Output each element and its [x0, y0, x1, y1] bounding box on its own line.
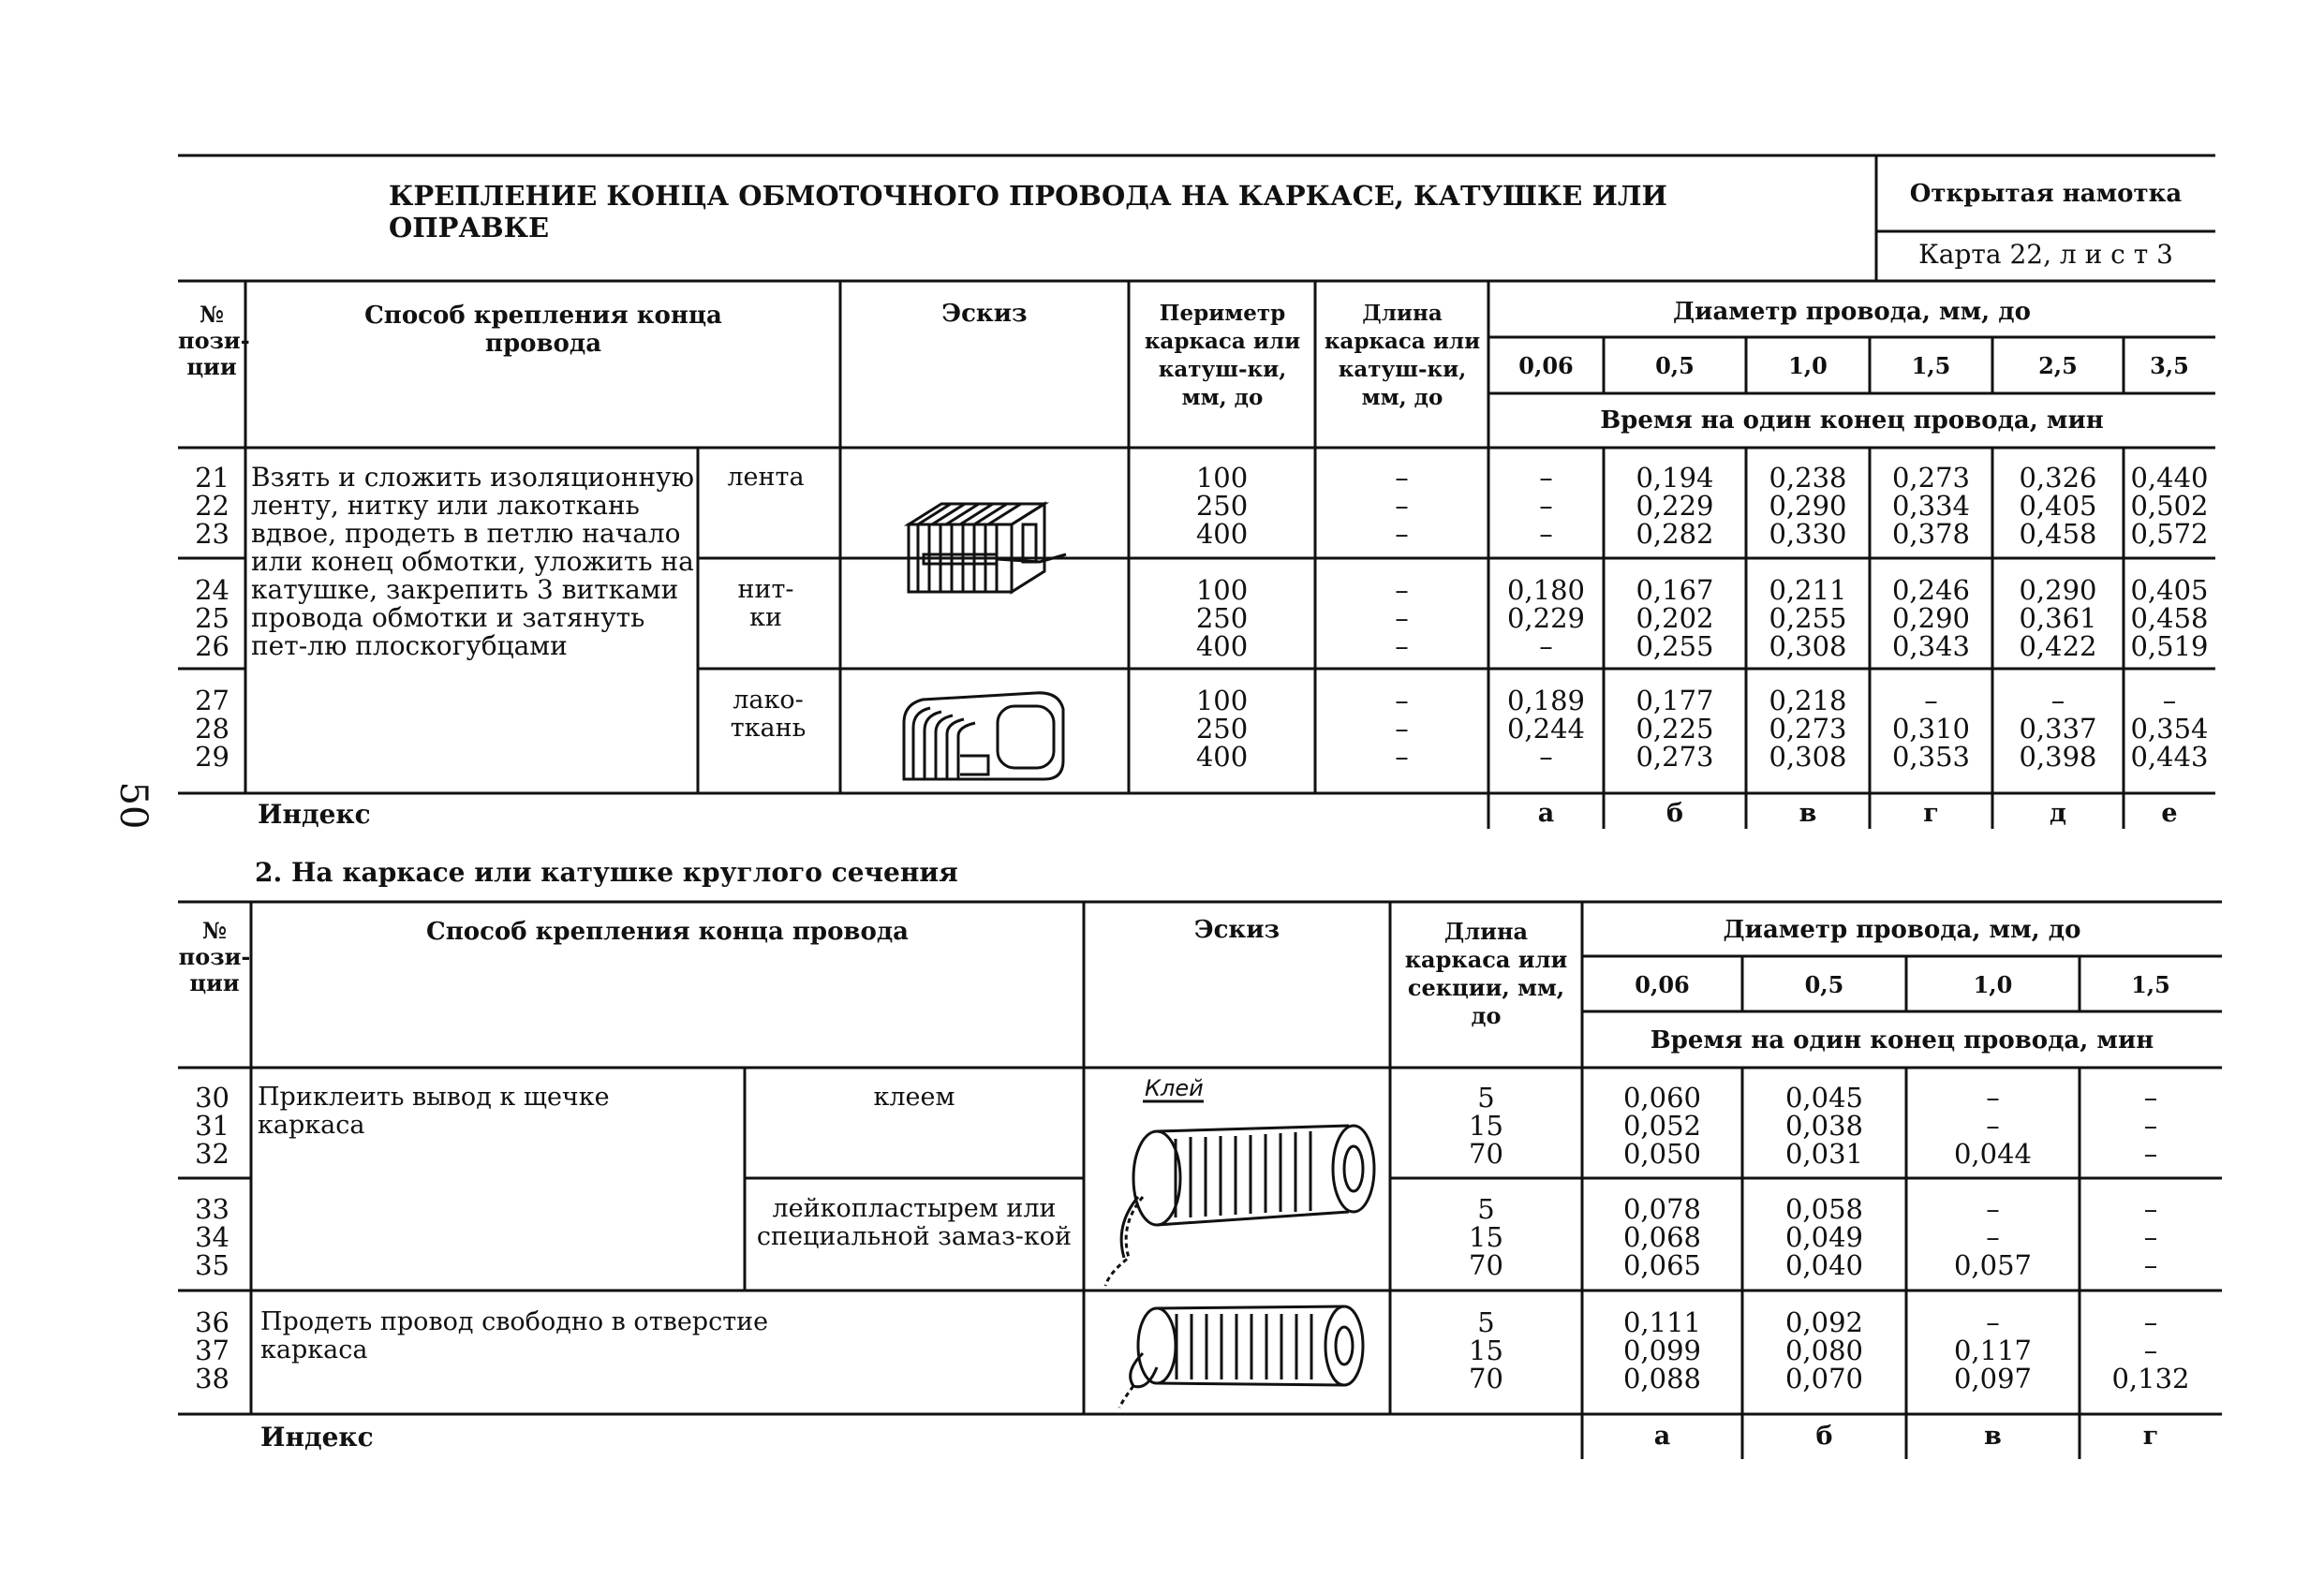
t1-perim-g1: [1129, 464, 1315, 548]
t2-sketch-header: Эскиз: [1193, 916, 1280, 944]
tape-coil-sketch-icon: [899, 496, 1068, 599]
t1-col-1-g3: [1604, 686, 1746, 771]
table-cell: 0,422: [2019, 630, 2097, 662]
card-sheet: Карта 22, л и с т 3: [1918, 239, 2173, 270]
table-cell: 0,045: [1784, 1082, 1864, 1114]
table-cell: 0,070: [1784, 1363, 1864, 1394]
table-cell: 0,057: [1953, 1249, 2033, 1281]
cell: –: [1395, 574, 1409, 606]
table-cell: 0,065: [1622, 1249, 1702, 1281]
pos: 27: [195, 685, 229, 716]
table-cell: 0,308: [1769, 741, 1847, 773]
cell: 5: [1477, 1082, 1495, 1114]
t2-diam-0: 0,06: [1635, 971, 1690, 998]
glue-label: Клей: [1145, 1075, 1204, 1101]
t2-sub-g1: клеем: [873, 1083, 955, 1112]
pos: 25: [195, 602, 229, 634]
t1-col-1-g1: [1604, 464, 1746, 548]
cell: –: [1395, 630, 1409, 662]
table-cell: 0,229: [1506, 602, 1586, 634]
table-cell: 0,211: [1769, 574, 1847, 606]
t2-time-header: Время на один конец провода, мин: [1650, 1026, 2154, 1055]
table-cell: 0,225: [1636, 713, 1714, 745]
pos: 38: [195, 1363, 229, 1394]
cell: 400: [1195, 518, 1249, 550]
table-cell: 0,343: [1891, 630, 1971, 662]
pos: 21: [195, 462, 229, 494]
t1-time-header: Время на один конец провода, мин: [1600, 406, 2104, 435]
table-cell: 0,255: [1769, 602, 1847, 634]
t1-method-text: Взять и сложить изоляционную ленту, нитку или лакоткань вдвое, продеть в петлю начало или конец обмотки, уложить на катушке, закрепить 3 витками провода обмотки и затянуть пет-лю плоскогубцами: [251, 462, 695, 661]
pos: 23: [195, 518, 229, 550]
cell: –: [1395, 602, 1409, 634]
table-cell: 0,405: [2019, 490, 2097, 522]
t2-col-2-g2: [1906, 1195, 2080, 1279]
t2-pos-g1: [178, 1084, 229, 1168]
t1-col-1-g2: [1604, 576, 1746, 660]
table-cell: 0,273: [1891, 462, 1971, 494]
t1-diam-5: 3,5: [2150, 352, 2189, 379]
cell: 15: [1469, 1335, 1503, 1366]
pos: 24: [195, 574, 229, 606]
t2-pos-header: № пози-ции: [178, 917, 251, 996]
table-cell: 0,354: [2130, 713, 2209, 745]
cell: 5: [1477, 1306, 1495, 1338]
table-cell: 0,244: [1506, 713, 1586, 745]
table-cell: 0,050: [1622, 1138, 1702, 1170]
table-cell: 0,310: [1891, 713, 1971, 745]
t1-index-c: в: [1799, 799, 1817, 828]
t1-diam-3: 1,5: [1911, 352, 1951, 379]
table-cell: 0,353: [1891, 741, 1971, 773]
table-cell: 0,078: [1622, 1193, 1702, 1225]
cell: 70: [1469, 1363, 1503, 1394]
t2-method-g1: Приклеить вывод к щечке каркаса: [258, 1083, 610, 1140]
cell: 100: [1195, 574, 1249, 606]
table-cell: 0,443: [2130, 741, 2209, 773]
table-cell: 0,458: [2019, 518, 2097, 550]
table-cell: 0,194: [1636, 462, 1714, 494]
t2-index-c: в: [1984, 1422, 2002, 1451]
table-cell: –: [1986, 1082, 2000, 1114]
t2-method-g3: Продеть провод свободно в отверстие каркаса: [260, 1307, 769, 1364]
table-cell: 0,092: [1784, 1306, 1864, 1338]
table-cell: 0,378: [1891, 518, 1971, 550]
t2-len-g3: [1390, 1308, 1582, 1393]
t2-diam-2: 1,0: [1973, 971, 2013, 998]
pos: 28: [195, 713, 229, 745]
table-cell: –: [2050, 685, 2065, 716]
t1-index-d: г: [1923, 799, 1939, 828]
table-cell: –: [2143, 1082, 2158, 1114]
t1-index-label: Индекс: [258, 799, 371, 830]
table-cell: 0,080: [1784, 1335, 1864, 1366]
table-cell: 0,058: [1784, 1193, 1864, 1225]
table-cell: 0,229: [1636, 490, 1714, 522]
table-cell: 0,398: [2019, 741, 2097, 773]
table-cell: 0,218: [1769, 685, 1847, 716]
table-cell: 0,177: [1636, 685, 1714, 716]
pos: 32: [195, 1138, 229, 1170]
table-cell: 0,326: [2019, 462, 2097, 494]
t1-index-a: а: [1537, 799, 1555, 828]
t1-diam-0: 0,06: [1518, 352, 1574, 379]
table-cell: 0,111: [1622, 1306, 1702, 1338]
t2-method-header: Способ крепления конца провода: [426, 918, 909, 946]
t2-len-g1: [1390, 1084, 1582, 1168]
t2-diam-3: 1,5: [2131, 971, 2170, 998]
table-cell: –: [2162, 685, 2177, 716]
t2-index-label: Индекс: [260, 1422, 374, 1453]
table-cell: 0,308: [1769, 630, 1847, 662]
page-title: КРЕПЛЕНИЕ КОНЦА ОБМОТОЧНОГО ПРОВОДА НА КАРКАСЕ, КАТУШКЕ ИЛИ ОПРАВКЕ: [389, 180, 1667, 243]
table-cell: –: [1986, 1110, 2000, 1142]
cell: –: [1395, 490, 1409, 522]
table-cell: 0,290: [1769, 490, 1847, 522]
table-cell: 0,519: [2130, 630, 2209, 662]
table-cell: –: [2143, 1193, 2158, 1225]
t1-sub-g1: лента: [727, 463, 805, 492]
t2-col-2-g3: [1906, 1308, 2080, 1393]
cell: 400: [1195, 741, 1249, 773]
table-cell: –: [1539, 630, 1553, 662]
t1-col-3-g1: [1870, 464, 1992, 548]
pos: 33: [195, 1193, 229, 1225]
t1-col-3-g2: [1870, 576, 1992, 660]
t1-perim-g2: [1129, 576, 1315, 660]
cell: 400: [1195, 630, 1249, 662]
t1-diam-4: 2,5: [2038, 352, 2078, 379]
table-cell: 0,238: [1769, 462, 1847, 494]
cell: 100: [1195, 462, 1249, 494]
t2-col-2-g1: [1906, 1084, 2080, 1168]
t1-col-4-g3: [1992, 686, 2124, 771]
table-cell: 0,117: [1953, 1335, 2033, 1366]
cell: 70: [1469, 1249, 1503, 1281]
t2-col-3-g2: [2080, 1195, 2222, 1279]
t1-pos-header: № пози-ции: [178, 301, 250, 380]
t1-len-g3: [1315, 686, 1488, 771]
table-cell: 0,097: [1953, 1363, 2033, 1394]
table-cell: 0,167: [1636, 574, 1714, 606]
cell: 15: [1469, 1221, 1503, 1253]
t1-method-header: Способ крепления конца провода: [364, 302, 722, 358]
t1-len-g2: [1315, 576, 1488, 660]
t1-col-2-g3: [1746, 686, 1870, 771]
t1-pos-g1: [178, 464, 229, 548]
pos: 34: [195, 1221, 229, 1253]
t1-sub-g2: нит-ки: [737, 575, 794, 632]
table-cell: 0,273: [1769, 713, 1847, 745]
t1-diam-1: 0,5: [1655, 352, 1695, 379]
t1-pos-g3: [178, 686, 229, 771]
table-cell: 0,099: [1622, 1335, 1702, 1366]
t2-index-b: б: [1815, 1422, 1833, 1451]
cell: 5: [1477, 1193, 1495, 1225]
table-cell: 0,405: [2130, 574, 2209, 606]
table-cell: 0,273: [1636, 741, 1714, 773]
table-cell: 0,049: [1784, 1221, 1864, 1253]
table-cell: –: [2143, 1110, 2158, 1142]
t2-pos-g3: [178, 1308, 229, 1393]
table-cell: –: [2143, 1138, 2158, 1170]
t2-col-0-g2: [1582, 1195, 1742, 1279]
table-cell: 0,502: [2130, 490, 2209, 522]
t1-index-f: е: [2161, 799, 2178, 828]
table-cell: –: [2143, 1306, 2158, 1338]
t1-col-0-g3: [1488, 686, 1604, 771]
t2-col-3-g1: [2080, 1084, 2222, 1168]
t2-col-0-g1: [1582, 1084, 1742, 1168]
table-cell: 0,572: [2130, 518, 2209, 550]
table-cell: 0,246: [1891, 574, 1971, 606]
table-cell: 0,440: [2130, 462, 2209, 494]
t1-col-2-g2: [1746, 576, 1870, 660]
table-cell: 0,202: [1636, 602, 1714, 634]
t2-index-d: г: [2142, 1422, 2159, 1451]
table-cell: –: [1986, 1306, 2000, 1338]
table-cell: 0,040: [1784, 1249, 1864, 1281]
winding-type: Открытая намотка: [1909, 180, 2183, 208]
t2-len-g2: [1390, 1195, 1582, 1279]
cell: 100: [1195, 685, 1249, 716]
t1-col-4-g2: [1992, 576, 2124, 660]
table-cell: 0,255: [1636, 630, 1714, 662]
t1-perimeter-header: Периметр каркаса или катуш-ки, мм, до: [1144, 301, 1301, 410]
table-cell: 0,189: [1506, 685, 1586, 716]
t1-diameter-header: Диаметр провода, мм, до: [1673, 298, 2031, 326]
t2-col-1-g3: [1742, 1308, 1906, 1393]
t1-index-b: б: [1665, 799, 1683, 828]
table-cell: 0,458: [2130, 602, 2209, 634]
t1-col-5-g2: [2124, 576, 2215, 660]
cell: –: [1395, 685, 1409, 716]
cell: –: [1395, 462, 1409, 494]
table-cell: 0,132: [2111, 1363, 2190, 1394]
t1-length-header: Длина каркаса или катуш-ки, мм, до: [1324, 301, 1481, 410]
pos: 30: [195, 1082, 229, 1114]
table-cell: –: [2143, 1221, 2158, 1253]
pos: 35: [195, 1249, 229, 1281]
t1-len-g1: [1315, 464, 1488, 548]
pos: 26: [195, 630, 229, 662]
table-cell: 0,068: [1622, 1221, 1702, 1253]
cell: 250: [1195, 602, 1249, 634]
t1-index-e: д: [2050, 799, 2066, 828]
table-cell: 0,180: [1506, 574, 1586, 606]
pos: 29: [195, 741, 229, 773]
t2-diam-1: 0,5: [1804, 971, 1844, 998]
t2-col-0-g3: [1582, 1308, 1742, 1393]
pos: 22: [195, 490, 229, 522]
t1-perim-g3: [1129, 686, 1315, 771]
pos: 31: [195, 1110, 229, 1142]
table-cell: 0,088: [1622, 1363, 1702, 1394]
cell: –: [1395, 741, 1409, 773]
table-cell: –: [1986, 1193, 2000, 1225]
t1-diam-2: 1,0: [1788, 352, 1828, 379]
table-cell: 0,290: [2019, 574, 2097, 606]
glued-spool-sketch-icon: [1101, 1094, 1382, 1291]
table-cell: –: [1986, 1221, 2000, 1253]
table-cell: 0,361: [2019, 602, 2097, 634]
table-cell: 0,337: [2019, 713, 2097, 745]
cell: 250: [1195, 490, 1249, 522]
cell: 70: [1469, 1138, 1503, 1170]
table-cell: 0,334: [1891, 490, 1971, 522]
t1-col-5-g3: [2124, 686, 2215, 771]
table-cell: –: [1539, 462, 1553, 494]
t1-col-0-g1: [1488, 464, 1604, 548]
pos: 37: [195, 1335, 229, 1366]
t2-col-1-g1: [1742, 1084, 1906, 1168]
section2-title: 2. На каркасе или катушке круглого сечения: [255, 857, 958, 888]
t2-col-1-g2: [1742, 1195, 1906, 1279]
cell: –: [1395, 518, 1409, 550]
page-number: 50: [111, 781, 155, 830]
t1-col-4-g1: [1992, 464, 2124, 548]
t2-index-a: а: [1653, 1422, 1671, 1451]
threaded-spool-sketch-icon: [1115, 1297, 1377, 1409]
table-cell: 0,330: [1769, 518, 1847, 550]
table-cell: –: [1539, 518, 1553, 550]
table-cell: 0,031: [1784, 1138, 1864, 1170]
table-cell: 0,290: [1891, 602, 1971, 634]
t2-pos-g2: [178, 1195, 229, 1279]
table-cell: 0,052: [1622, 1110, 1702, 1142]
table-cell: 0,044: [1953, 1138, 2033, 1170]
t1-col-0-g2: [1488, 576, 1604, 660]
t1-sketch-header: Эскиз: [941, 300, 1028, 328]
t1-col-2-g1: [1746, 464, 1870, 548]
cell: –: [1395, 713, 1409, 745]
cell: 15: [1469, 1110, 1503, 1142]
t1-col-3-g3: [1870, 686, 1992, 771]
t2-length-header: Длина каркаса или секции, мм, до: [1404, 918, 1568, 1029]
t1-pos-g2: [178, 576, 229, 660]
varnish-cloth-coil-sketch-icon: [895, 686, 1082, 789]
table-cell: –: [2143, 1249, 2158, 1281]
table-cell: 0,282: [1636, 518, 1714, 550]
table-cell: –: [1539, 490, 1553, 522]
t2-sub-g2: лейкопластырем или специальной замаз-кой: [756, 1194, 1073, 1251]
pos: 36: [195, 1306, 229, 1338]
t2-diameter-header: Диаметр провода, мм, до: [1723, 916, 2081, 944]
cell: 250: [1195, 713, 1249, 745]
table-cell: –: [1539, 741, 1553, 773]
t2-col-3-g3: [2080, 1308, 2222, 1393]
table-cell: –: [1924, 685, 1938, 716]
table-cell: 0,060: [1622, 1082, 1702, 1114]
t1-col-5-g1: [2124, 464, 2215, 548]
t1-sub-g3: лако-ткань: [730, 686, 807, 743]
table-cell: 0,038: [1784, 1110, 1864, 1142]
table-cell: –: [2143, 1335, 2158, 1366]
